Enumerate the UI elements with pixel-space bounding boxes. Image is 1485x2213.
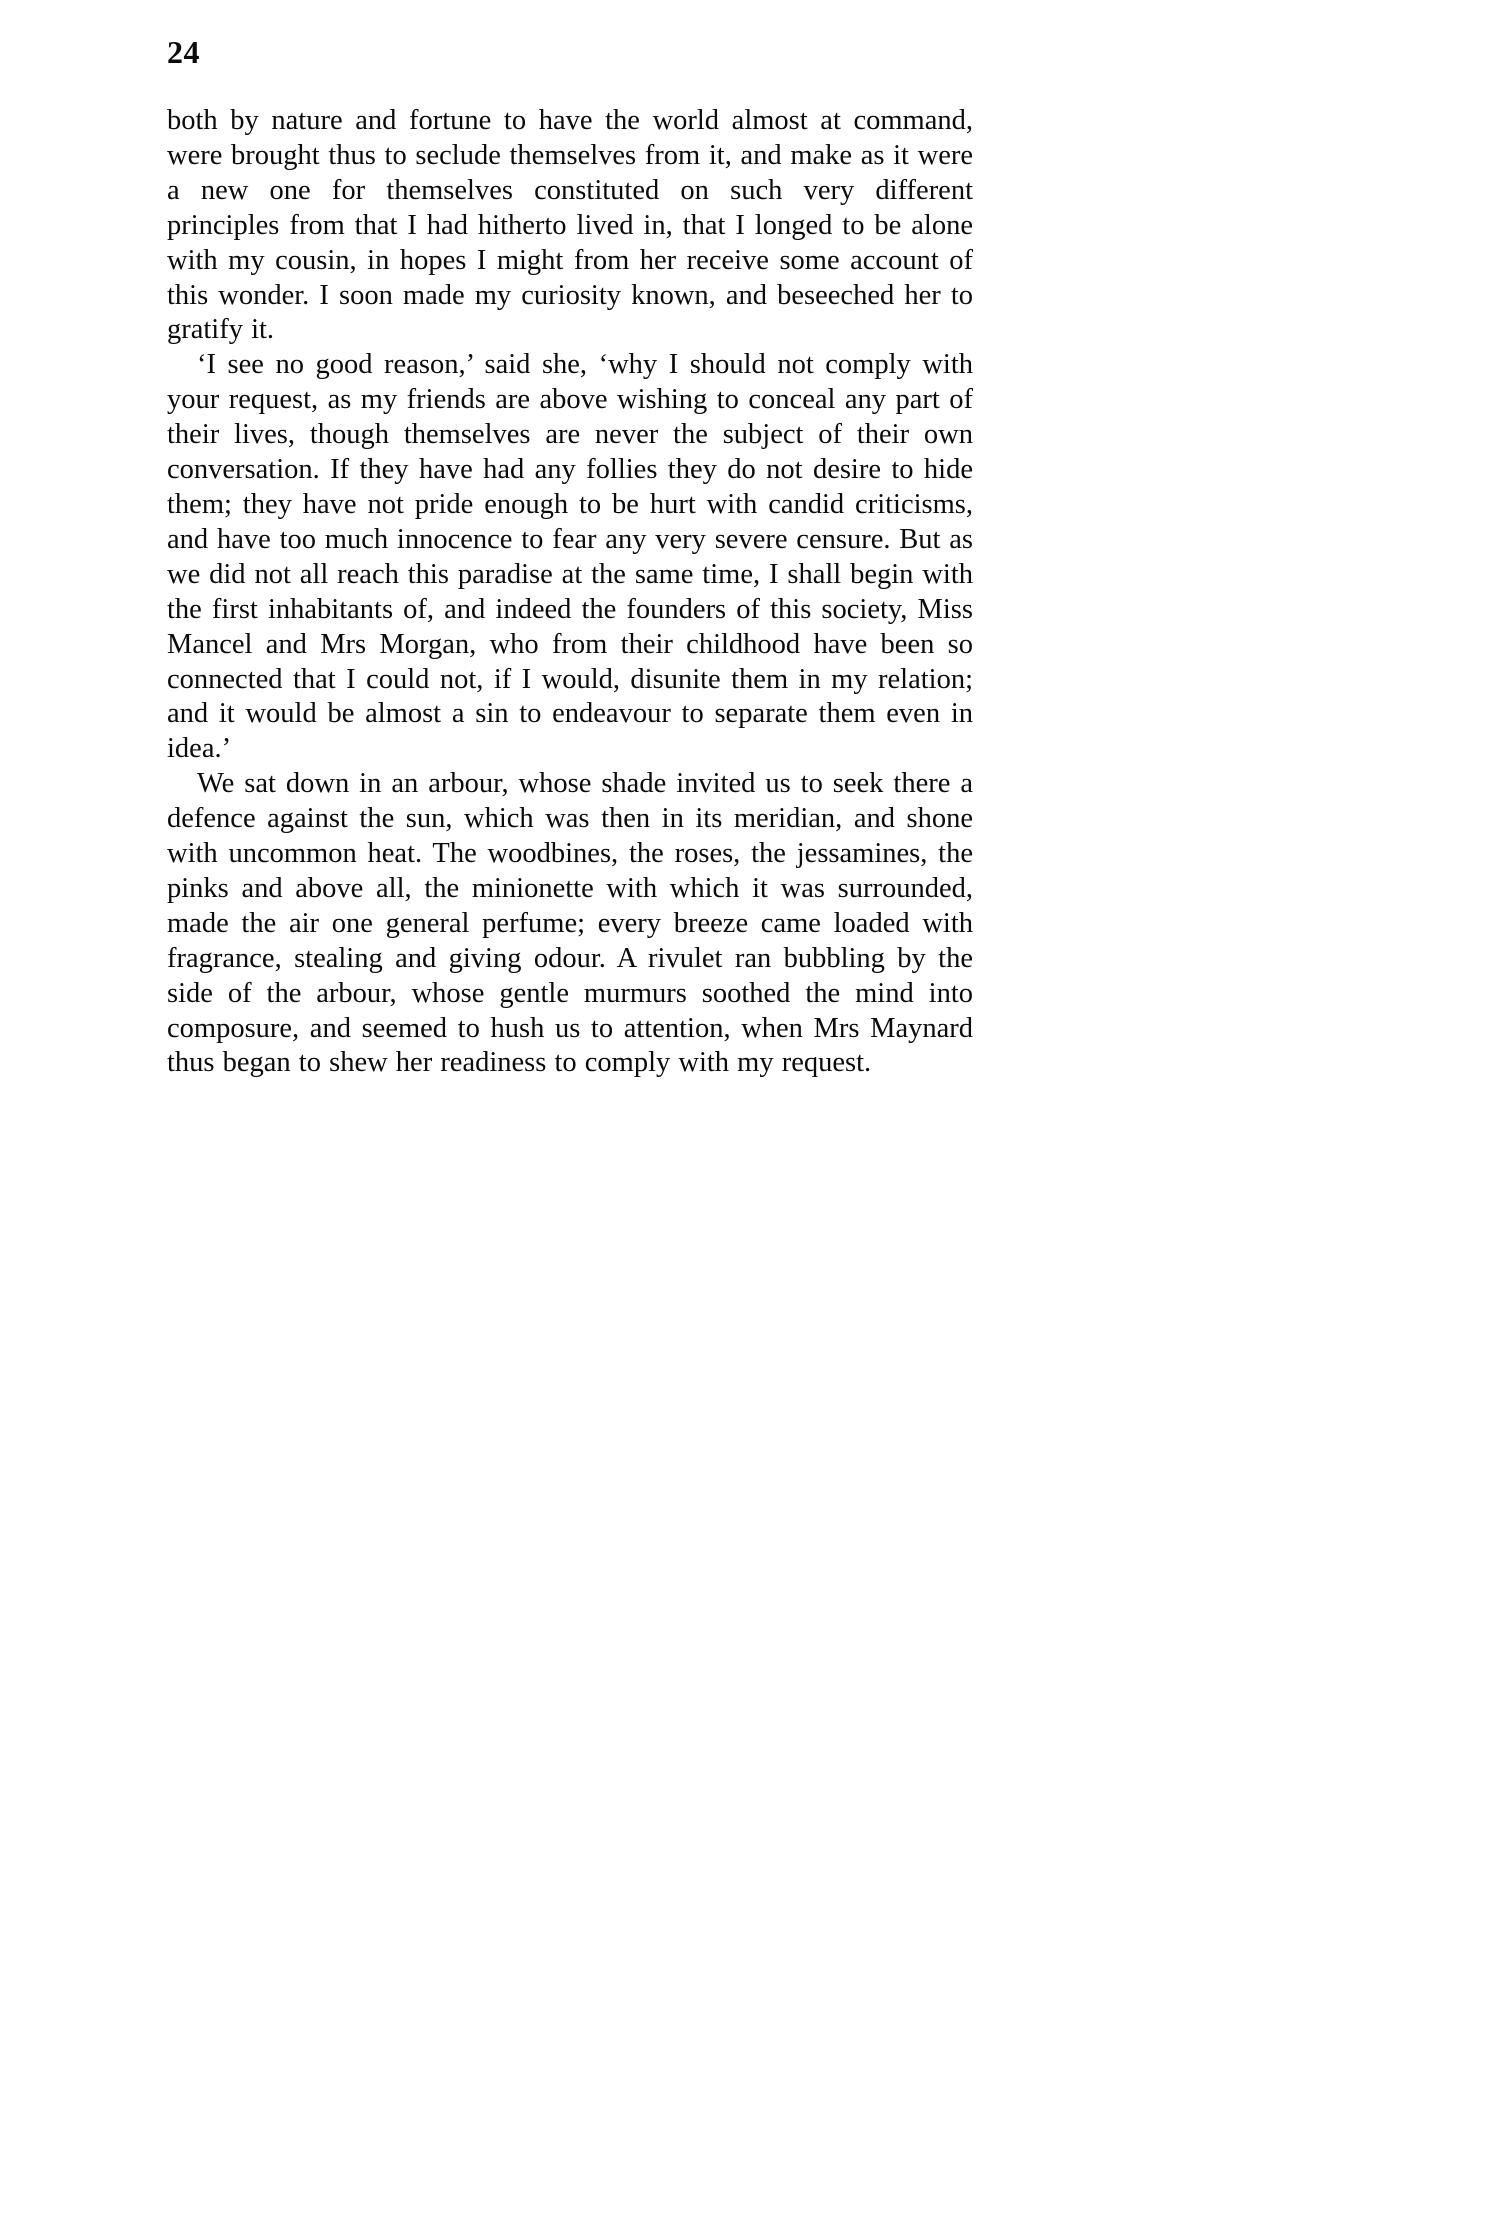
page-number: 24 (167, 34, 200, 70)
paragraph: We sat down in an arbour, whose shade invited us to seek there a defence against the sun, which was then in its meridian, and shone with uncommon heat. The woodbines, the roses, the jessamines, the pinks and above all, the minionette with which it was surrounded, made the air one general perfume; every breeze came loaded with fragrance, stealing and giving odour. A rivulet ran bubbling by the side of the arbour, whose gentle murmurs soothed the mind into composure, and seemed to hush us to attention, when Mrs Maynard thus began to shew her readiness to comply with my request. (167, 768, 973, 1079)
paragraph: both by nature and fortune to have the world almost at command, were brought thus to seclude themselves from it, and make as it were a new one for themselves constituted on such very different principles from that I had hitherto lived in, that I longed to be alone with my cousin, in hopes I might from her receive some account of this wonder. I soon made my curiosity known, and beseeched her to gratify it. (167, 105, 973, 346)
body-text (167, 104, 973, 1081)
paragraph: ‘I see no good reason,’ said she, ‘why I should not comply with your request, as my friends are above wishing to conceal any part of their lives, though themselves are never the subject of their own conversation. If they have had any follies they do not desire to hide them; they have not pride enough to be hurt with candid criticisms, and have too much innocence to fear any very severe censure. But as we did not all reach this paradise at the same time, I shall begin with the first inhabitants of, and indeed the founders of this society, Miss Mancel and Mrs Morgan, who from their childhood have been so connected that I could not, if I would, disunite them in my relation; and it would be almost a sin to endeavour to separate them even in idea.’ (167, 349, 973, 765)
